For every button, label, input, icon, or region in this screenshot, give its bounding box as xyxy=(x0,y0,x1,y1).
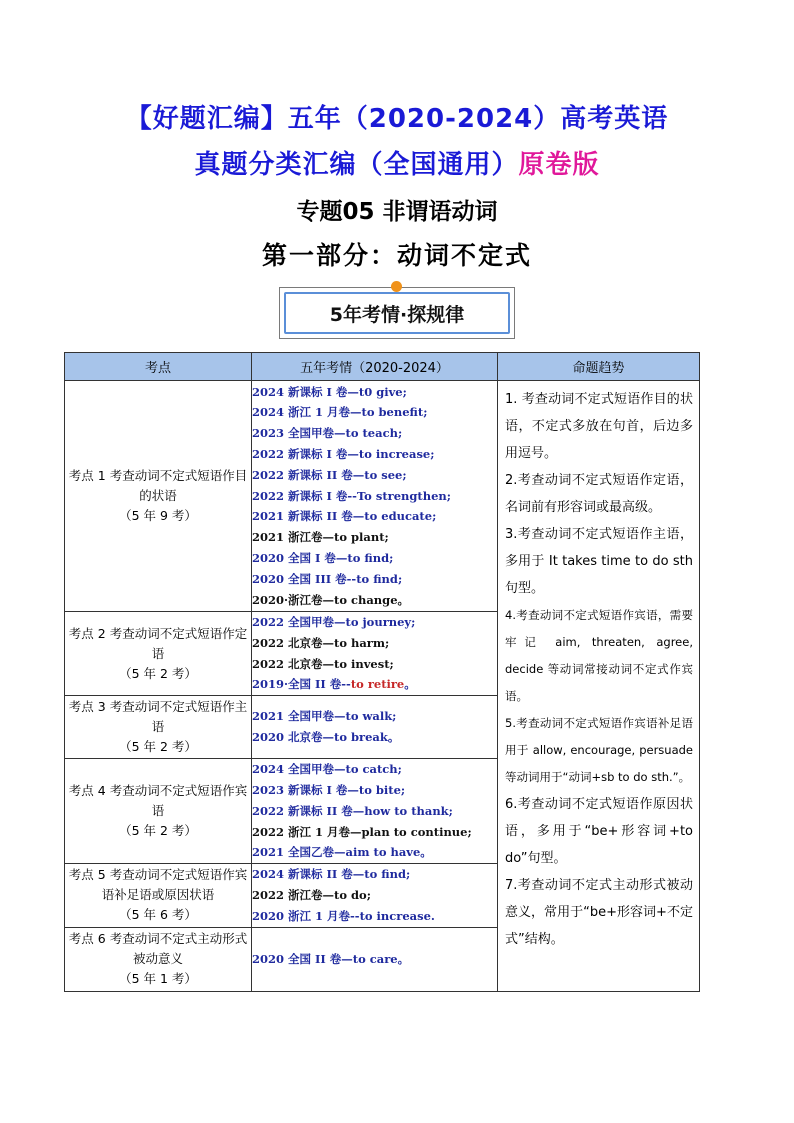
example-item: 2022 北京卷—to harm; xyxy=(252,635,390,650)
kaodian-name: 考点 6 考查动词不定式主动形式被动意义 xyxy=(68,931,248,967)
doc-title-line2-highlight: 原卷版 xyxy=(518,150,600,180)
examples-cell xyxy=(252,927,498,991)
trend-cell xyxy=(498,381,700,992)
example-item: 2021 新课标 II 卷—to educate; xyxy=(252,509,437,524)
kaodian-count: （5 年 2 考） xyxy=(119,823,197,839)
example-item-main: 2019·全国 II 卷-- xyxy=(252,677,351,692)
kaodian-count: （5 年 1 考） xyxy=(119,971,197,987)
header-wunian: 五年考情（2020-2024） xyxy=(252,353,498,381)
kaodian-count: （5 年 2 考） xyxy=(119,665,197,681)
example-item: 2020 北京卷—to break。 xyxy=(252,730,400,745)
example-item: 2023 全国甲卷—to teach; xyxy=(252,426,403,441)
example-item: 2024 新课标 I 卷—t0 give; xyxy=(252,384,407,399)
kaodian-cell xyxy=(65,759,252,864)
example-item: 2024 全国甲卷—to catch; xyxy=(252,762,402,777)
trend-item: 1. 考查动词不定式短语作目的状语，不定式多放在句首，后边多用逗号。 xyxy=(505,392,693,461)
kaodian-name: 考点 3 考查动词不定式短语作主语 xyxy=(68,699,248,735)
examples-cell xyxy=(252,381,498,612)
example-item-end: 。 xyxy=(404,677,416,692)
example-item: 2022 浙江卷—to do; xyxy=(252,887,371,902)
example-item: 2020 浙江 1 月卷--to increase. xyxy=(252,908,435,923)
example-item: 2022 新课标 II 卷—how to thank; xyxy=(252,803,453,818)
kaodian-cell xyxy=(65,864,252,927)
doc-title-line2 xyxy=(0,144,794,181)
kaodian-count: （5 年 6 考） xyxy=(119,907,197,923)
example-item: 2022 新课标 I 卷--To strengthen; xyxy=(252,488,452,503)
example-item: 2024 新课标 II 卷—to find; xyxy=(252,867,411,882)
example-item: 2022 新课标 I 卷—to increase; xyxy=(252,447,435,461)
example-item: 2023 新课标 I 卷—to bite; xyxy=(252,782,406,797)
kaodian-count: （5 年 2 考） xyxy=(119,739,197,755)
kaodian-cell xyxy=(65,612,252,696)
example-item: 2022 北京卷—to invest; xyxy=(252,656,394,671)
table-header-row xyxy=(65,353,700,381)
section-banner xyxy=(279,287,515,339)
kaodian-cell xyxy=(65,927,252,991)
example-item: 2022 浙江 1 月卷—plan to continue; xyxy=(252,824,472,839)
example-item xyxy=(252,674,497,695)
kaodian-count: （5 年 9 考） xyxy=(119,508,197,523)
doc-title-line1: 【好题汇编】五年（2020-2024）高考英语 xyxy=(125,104,669,134)
examples-cell xyxy=(252,696,498,759)
table-row xyxy=(65,381,700,612)
example-item: 2021 全国甲卷—to walk; xyxy=(252,709,397,724)
examples-cell xyxy=(252,759,498,864)
example-item: 2022 全国甲卷—to journey; xyxy=(252,615,416,629)
trend-item: 3.考查动词不定式短语作主语，多用于 It takes time to do sth 句型。 xyxy=(505,527,693,596)
banner-dot-icon xyxy=(391,281,402,292)
doc-title-line2-main: 真题分类汇编（全国通用） xyxy=(194,150,519,180)
example-item: 2021 全国乙卷—aim to have。 xyxy=(252,845,432,860)
trend-item: 6.考查动词不定式短语作原因状语，多用于“be+形容词+to do”句型。 xyxy=(505,797,693,866)
kaodian-name: 考点 2 考查动词不定式短语作定语 xyxy=(68,625,248,661)
example-item-red: to retire xyxy=(350,677,405,692)
kaodian-name: 考点 1 考查动词不定式短语作目的状语 xyxy=(68,468,248,503)
example-item: 2021 浙江卷—to plant; xyxy=(252,530,389,545)
examples-cell xyxy=(252,864,498,927)
trend-item: 7.考查动词不定式主动形式被动意义，常用于“be+形容词+不定式”结构。 xyxy=(505,878,693,947)
exam-table xyxy=(64,352,700,992)
example-item: 2020 全国 III 卷--to find; xyxy=(252,571,403,586)
topic-title: 专题05 非谓语动词 xyxy=(296,199,498,225)
example-item: 2020·浙江卷—to change。 xyxy=(252,592,410,607)
example-item: 2022 新课标 II 卷—to see; xyxy=(252,467,407,482)
trend-item: 5.考查动词不定式短语作宾语补足语用于 allow, encourage, persuade 等动词用于“动词+sb to do sth.”。 xyxy=(505,716,693,784)
kaodian-cell xyxy=(65,381,252,612)
header-kaodian: 考点 xyxy=(65,353,252,381)
example-item: 2020 全国 II 卷—to care。 xyxy=(252,951,410,966)
kaodian-name: 考点 5 考查动词不定式短语作宾语补足语或原因状语 xyxy=(68,867,248,903)
part-title: 第一部分：动词不定式 xyxy=(261,241,532,270)
header-trend: 命题趋势 xyxy=(498,353,700,381)
kaodian-cell xyxy=(65,696,252,759)
trend-item: 2.考查动词不定式短语作定语，名词前有形容词或最高级。 xyxy=(505,473,693,515)
kaodian-name: 考点 4 考查动词不定式短语作宾语 xyxy=(68,783,248,819)
examples-cell xyxy=(252,612,498,696)
example-item: 2020 全国 I 卷—to find; xyxy=(252,550,394,565)
example-item: 2024 浙江 1 月卷—to benefit; xyxy=(252,405,428,420)
trend-item: 4.考查动词不定式短语作宾语，需要牢记 aim, threaten, agree, decide 等动词常接动词不定式作宾语。 xyxy=(505,608,693,703)
section-banner-label: 5年考情·探规律 xyxy=(284,292,510,334)
